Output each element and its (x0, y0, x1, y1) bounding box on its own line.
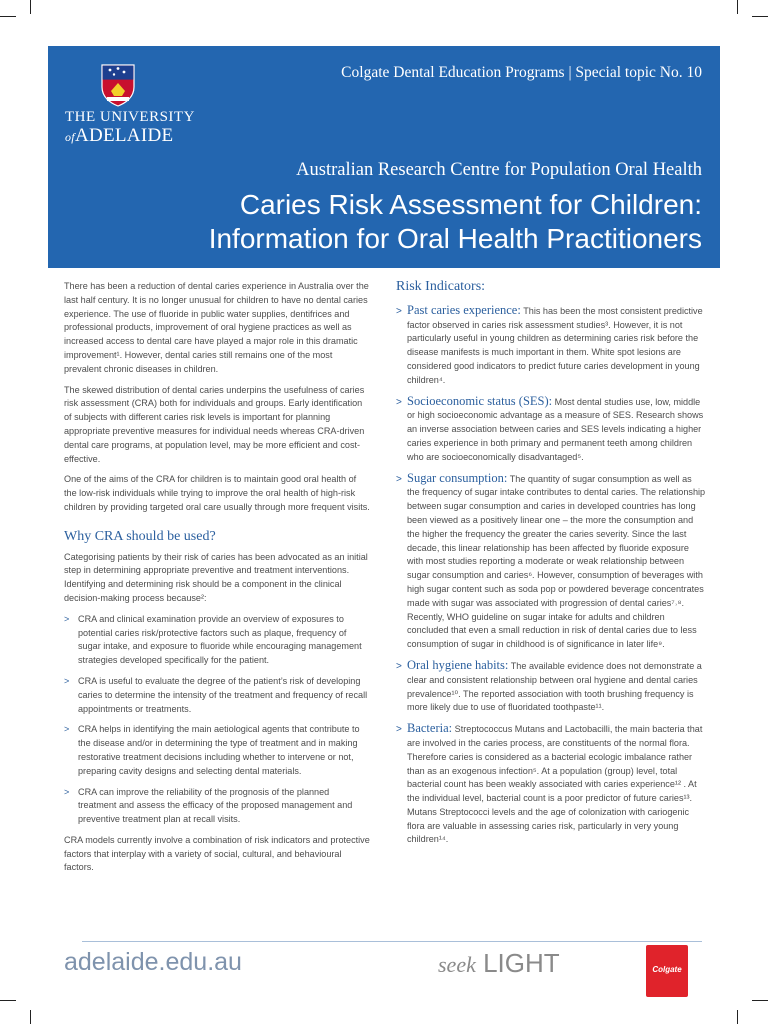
risk-text: Streptococcus Mutans and Lactobacilli, the main bacteria that are involved in the caries process, are constituents of the normal flora. Therefore caries is considered as a bacterial ecologic imbalance rather than as an exogenous infection⁵. At a population (group) level, total bacterial count has been weakly associated with caries experience¹² . At the individual level, bacterial count is a poor predictor of future caries¹³. Mutans Streptococci levels and the age of colonization with cariogenic flora are valuable in assessing caries risk, particularly in very young children¹⁴. (407, 724, 703, 845)
crop-mark (0, 16, 16, 17)
risk-item (396, 659, 706, 715)
paragraph: The skewed distribution of dental caries underpins the usefulness of caries risk assessment (CRA) both for individuals and groups. Early identification of subjects with different caries risk levels is important for planning appropriate preventive measures for individual needs whereas CRA-driven dental care programs, at population level, may be more efficient and cost-effective. (64, 384, 365, 464)
colgate-logo (646, 945, 688, 997)
crop-mark (737, 1010, 738, 1024)
chevron-icon: > (64, 786, 70, 797)
risk-item (396, 395, 706, 465)
section-heading: Risk Indicators: (396, 279, 486, 294)
risk-label: Past caries experience: (407, 302, 521, 317)
bullet-text: CRA is useful to evaluate the degree of the patient’s risk of developing caries to determine the intensity of the treatment and frequency of recall appointments or treatments. (78, 675, 368, 714)
crop-mark (752, 16, 768, 17)
chevron-icon: > (64, 675, 70, 686)
chevron-icon: > (396, 724, 402, 736)
paragraph: There has been a reduction of dental caries experience in Australia over the last half century. It is no longer unusual for children to have no dental caries experience. The use of fluoride in public water supplies, dentifrices and professional products, improvement of oral hygiene practices as well as increased access to dental care have played a major role in this dramatic improvement¹. However, dental caries still remains one of the most prevalent chronic diseases in children. (64, 281, 369, 374)
paragraph: One of the aims of the CRA for children is to maintain good oral health of the low-risk individuals while trying to improve the oral health of high-risk children by providing targeted oral care usually through more frequent visits. (64, 474, 370, 512)
bullet-item (64, 613, 370, 668)
page-title (209, 188, 702, 256)
seek-light-tagline (438, 948, 560, 979)
bullet-text: CRA and clinical examination provide an overview of exposures to potential caries risk/protective factors such as plaque, frequency of sugar intake, and exposure to fluoride while encouraging management strategies developed specifically for the patient. (78, 613, 362, 666)
chevron-icon: > (396, 396, 402, 408)
chevron-icon: > (396, 305, 402, 317)
risk-text: Most dental studies use, low, middle or high socioeconomic advantage as a measure of SES. Research shows an inverse association between caries and SES levels indicating a higher caries experience in both primary and permanent teeth among children who are socioeconomically disadvantaged⁵. (407, 396, 704, 462)
bullet-text: CRA helps in identifying the main aetiological agents that contribute to the disease and/or in determining the type of treatment and in making restorative treatment decisions including whether to intervene or not, preparing cavity designs and selecting dental materials. (78, 724, 360, 776)
chevron-icon: > (396, 473, 402, 485)
university-adelaide: ADELAIDE (74, 125, 174, 146)
crop-mark (737, 0, 738, 14)
paragraph: CRA models currently involve a combination of risk indicators and protective factors that interplay with a variety of social, cultural, and behavioural factors. (64, 834, 370, 873)
tagline-light: LIGHT (483, 948, 560, 978)
paragraph: Categorising patients by their risk of caries has been advocated as an initial step in determining appropriate preventive and treatment interventions. Identifying and determining risk should be a component in the clinical decision-making process because²: (64, 551, 368, 603)
university-name-top: THE UNIVERSITY (65, 109, 195, 125)
series-title: Colgate Dental Education Programs | Special topic No. 10 (341, 64, 702, 81)
crop-mark (30, 0, 31, 14)
header-banner (48, 46, 720, 268)
risk-label: Sugar consumption: (407, 470, 508, 485)
bullet-item (64, 675, 370, 716)
footer-divider (82, 941, 702, 942)
right-column (396, 280, 706, 854)
title-line-2: Information for Oral Health Practitioners (208, 223, 702, 254)
bullet-text: CRA can improve the reliability of the prognosis of the planned treatment and assess the efficacy of the proposed management and preventive treatment plan at recall visits. (78, 786, 353, 825)
university-name (65, 125, 173, 147)
crop-mark (752, 1000, 768, 1001)
section-heading: Why CRA should be used? (64, 528, 216, 544)
risk-text: This has been the most consistent predictive factor observed in caries risk assessment studies³. However, it is not particularly useful in young children as determining caries risk before the disease manifests is much important in them. White spot lesions are considered good indicators to predict future caries development in young children⁴. (407, 305, 703, 385)
risk-text: The quantity of sugar consumption as well as the frequency of sugar intake contributes to dental caries. The relationship between sugar consumption and caries in developed countries has long been viewed as a positively linear one – the more the consumption and the higher the frequency the greater the caries severity. Since the last decade, this linear relationship has been affected by fluoride exposure with most studies reporting a moderate or weak relationship between sugar consumption and caries⁶. However, consumption of beverages with high sugar content such as soda pop or powdered beverage concentrates made with sugar was associated with progression of dental caries⁷˒⁸. Recently, WHO guideline on sugar intake for adults and children concluded that even a small reduction in risk of dental caries due to less consumption of sugar in childhood is of significance in later life⁹. (407, 473, 706, 650)
bullet-item (64, 786, 370, 827)
left-column (64, 280, 370, 882)
risk-label: Oral hygiene habits: (407, 657, 509, 672)
bullet-item (64, 723, 370, 778)
chevron-icon: > (64, 613, 70, 624)
title-line-1: Caries Risk Assessment for Children: (239, 189, 702, 220)
risk-item (396, 722, 706, 847)
risk-label: Bacteria: (407, 721, 453, 736)
tagline-seek: seek (438, 952, 476, 977)
risk-text: The available evidence does not demonstrate a clear and consistent relationship between oral hygiene and dental caries prevalence¹⁰. The reported association with tooth brushing frequency is more likely due to use of fluoridated toothpaste¹¹. (407, 660, 702, 713)
chevron-icon: > (64, 724, 70, 735)
colgate-logo-text: Colgate (652, 965, 682, 974)
footer-url-link[interactable]: adelaide.edu.au (64, 948, 242, 976)
university-crest-logo (100, 63, 136, 107)
risk-label: Socioeconomic status (SES): (407, 393, 553, 408)
risk-item (396, 304, 706, 388)
chevron-icon: > (396, 660, 402, 672)
university-of: of (65, 130, 75, 144)
crop-mark (30, 1010, 31, 1024)
crop-mark (0, 1000, 16, 1001)
centre-name: Australian Research Centre for Population Oral Health (296, 160, 702, 180)
risk-item (396, 472, 706, 652)
